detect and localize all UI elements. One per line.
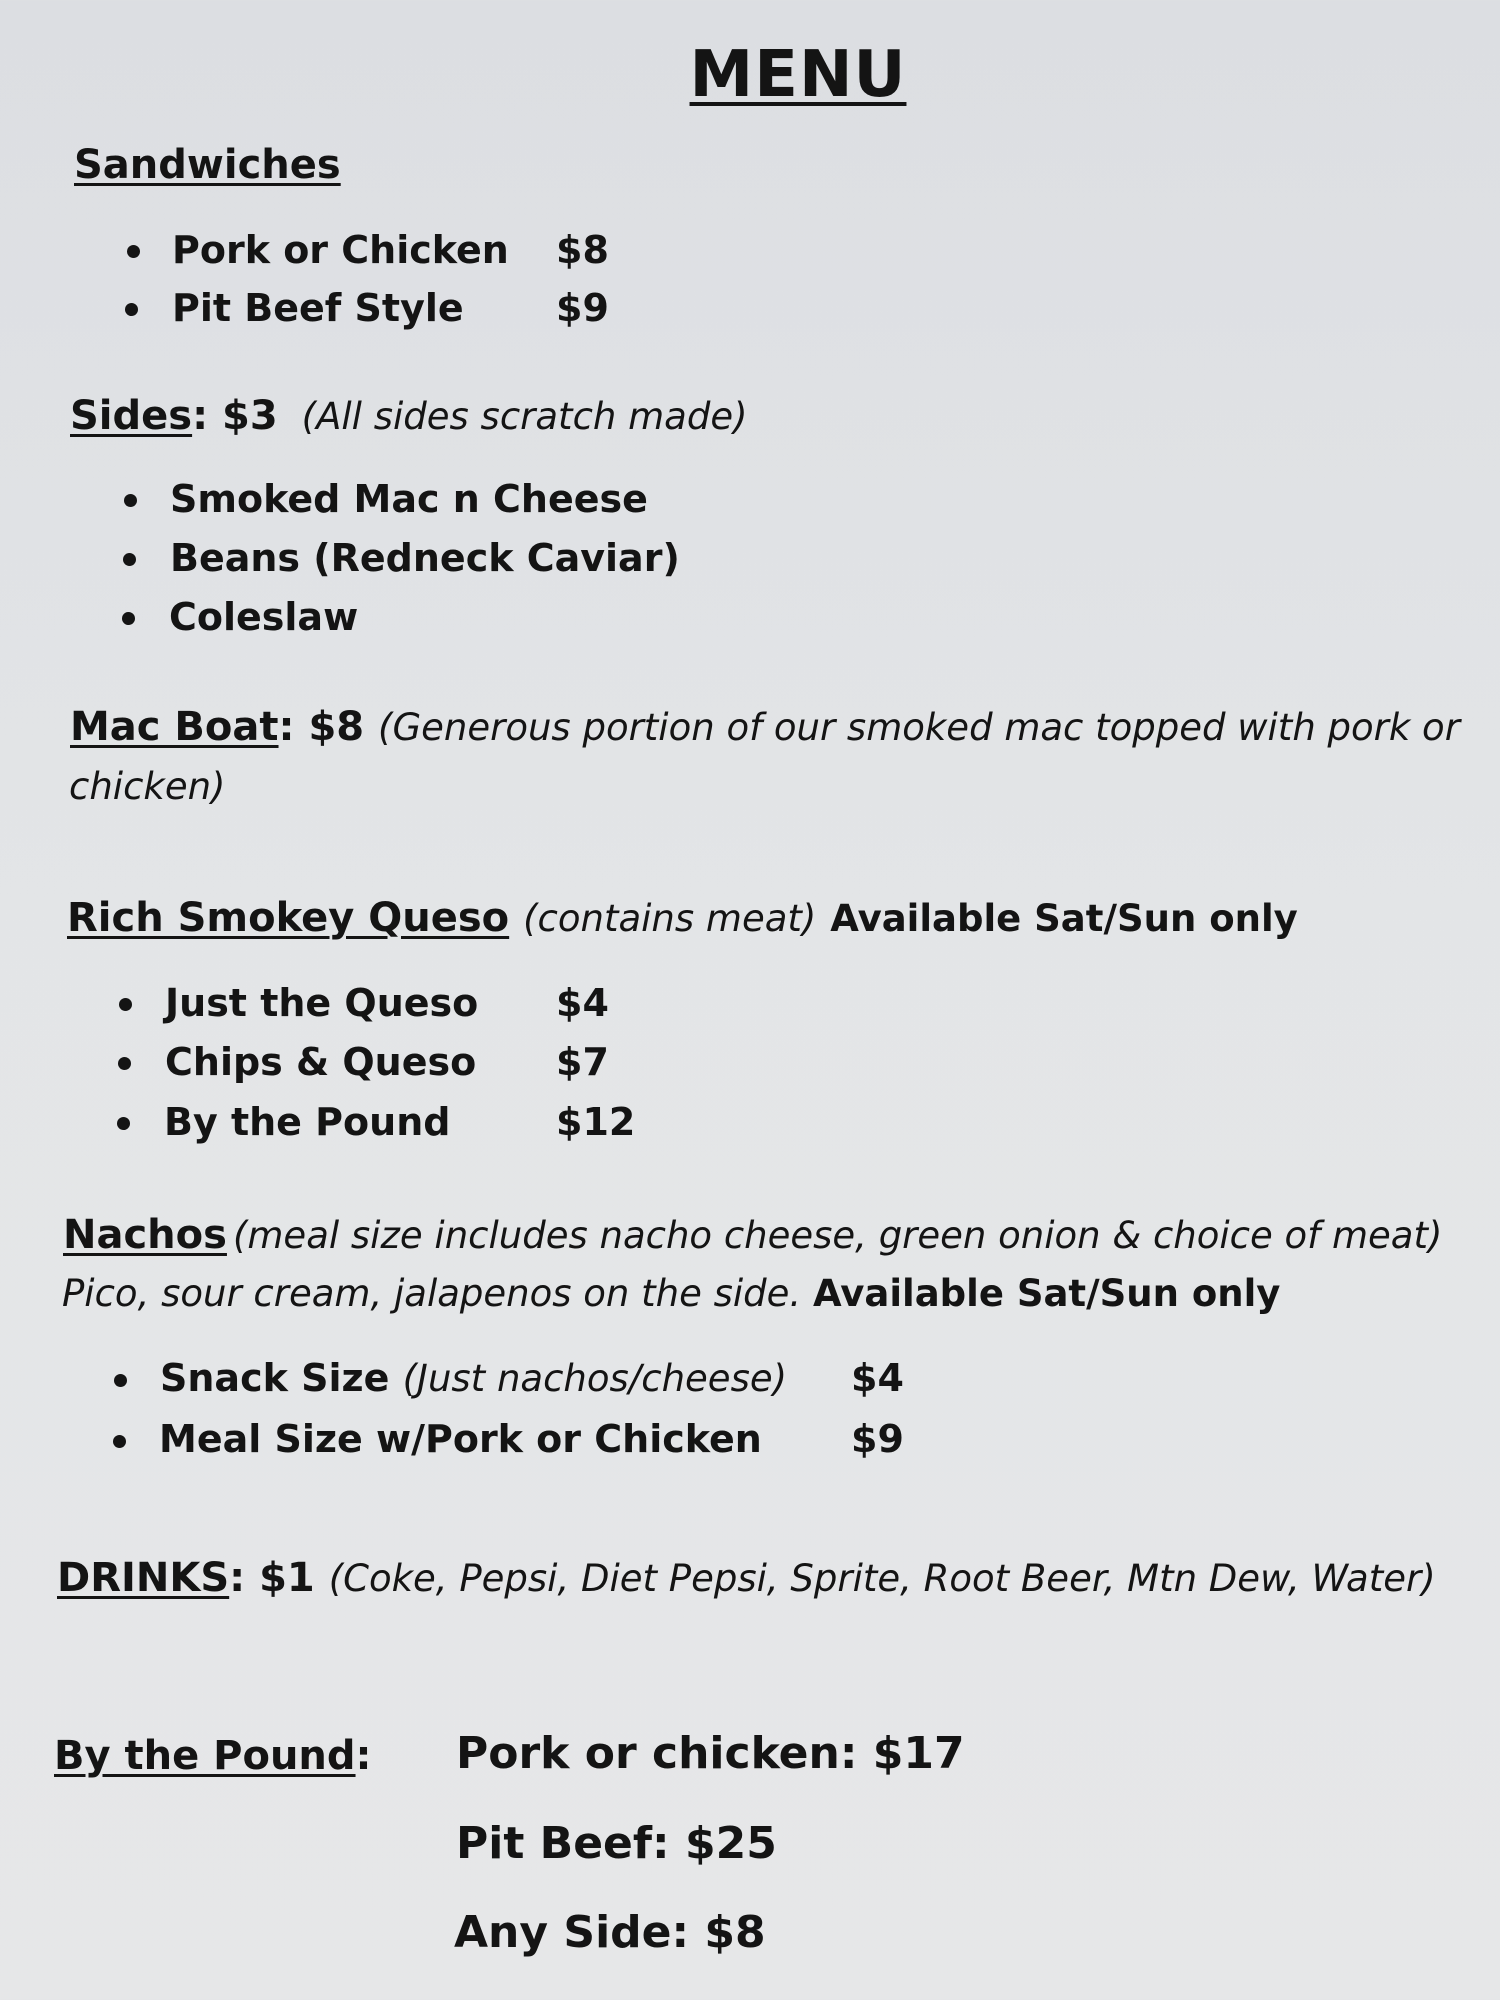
bullet-icon <box>127 245 140 258</box>
queso-availability: Available Sat/Sun only <box>830 897 1298 940</box>
drinks-heading-label: DRINKS <box>57 1555 230 1601</box>
queso-item-price: $4 <box>556 981 609 1025</box>
sandwich-item-name: Pork or Chicken <box>172 228 509 272</box>
sandwich-item-price: $9 <box>556 286 609 330</box>
sandwich-item-price: $8 <box>556 228 609 272</box>
mac-boat-note-continued: chicken) <box>69 765 226 808</box>
sides-note: (All sides scratch made) <box>301 395 748 438</box>
queso-note: (contains meat) <box>523 897 817 940</box>
by-the-pound-heading <box>54 1733 372 1779</box>
mac-boat-price: : $8 <box>278 704 365 750</box>
bullet-icon <box>125 303 138 316</box>
nachos-heading-label: Nachos <box>63 1212 227 1258</box>
bullet-icon <box>119 998 132 1011</box>
nachos-item-price: $9 <box>851 1417 904 1461</box>
queso-item-name: Chips & Queso <box>165 1040 477 1084</box>
bullet-icon <box>117 1117 130 1130</box>
side-item: Beans (Redneck Caviar) <box>170 536 680 580</box>
queso-item-price: $12 <box>556 1100 636 1144</box>
drinks-note: (Coke, Pepsi, Diet Pepsi, Sprite, Root Beer, Mtn Dew, Water) <box>328 1557 1436 1600</box>
by-the-pound-colon: : <box>355 1733 372 1779</box>
nachos-item-name <box>160 1356 787 1400</box>
nachos-note: (meal size includes nacho cheese, green onion & choice of meat) <box>232 1214 1443 1257</box>
nachos-item-name: Meal Size w/Pork or Chicken <box>159 1417 762 1461</box>
bullet-icon <box>118 1057 131 1070</box>
queso-item-name: Just the Queso <box>165 981 479 1025</box>
sandwiches-heading-label: Sandwiches <box>74 142 341 188</box>
side-item: Smoked Mac n Cheese <box>170 477 648 521</box>
nachos-note-continued <box>62 1272 1280 1315</box>
by-the-pound-item: Pork or chicken: $17 <box>456 1728 965 1779</box>
nachos-heading <box>63 1212 1442 1258</box>
queso-heading-label: Rich Smokey Queso <box>67 895 510 941</box>
bullet-icon <box>114 1374 127 1387</box>
mac-boat-note: (Generous portion of our smoked mac topped with pork or <box>378 706 1460 749</box>
sandwich-item-name: Pit Beef Style <box>172 286 464 330</box>
by-the-pound-item: Any Side: $8 <box>454 1907 766 1958</box>
drinks-price: : $1 <box>229 1555 315 1601</box>
by-the-pound-heading-label: By the Pound <box>54 1733 356 1779</box>
sides-colon: : <box>192 393 209 439</box>
drinks-heading <box>57 1555 1436 1601</box>
bullet-icon <box>113 1435 126 1448</box>
nachos-sides-note: Pico, sour cream, jalapenos on the side. <box>62 1272 802 1315</box>
nachos-availability: Available Sat/Sun only <box>812 1272 1281 1315</box>
bullet-icon <box>123 553 136 566</box>
nachos-item-label: Snack Size <box>160 1356 390 1400</box>
mac-boat-heading-label: Mac Boat <box>70 704 279 750</box>
queso-item-price: $7 <box>556 1040 609 1084</box>
mac-boat-heading <box>70 704 1460 750</box>
side-item: Coleslaw <box>169 595 359 639</box>
queso-heading <box>67 895 1298 941</box>
nachos-item-note: (Just nachos/cheese) <box>402 1357 788 1400</box>
sides-heading-label: Sides <box>70 393 193 439</box>
bullet-icon <box>122 612 135 625</box>
nachos-item-price: $4 <box>851 1356 904 1400</box>
sides-price: $3 <box>222 393 278 439</box>
page-title: MENU <box>689 38 907 112</box>
bullet-icon <box>124 494 137 507</box>
sides-heading <box>70 393 748 439</box>
sandwiches-heading <box>74 142 341 188</box>
by-the-pound-item: Pit Beef: $25 <box>456 1818 777 1869</box>
queso-item-name: By the Pound <box>164 1100 451 1144</box>
